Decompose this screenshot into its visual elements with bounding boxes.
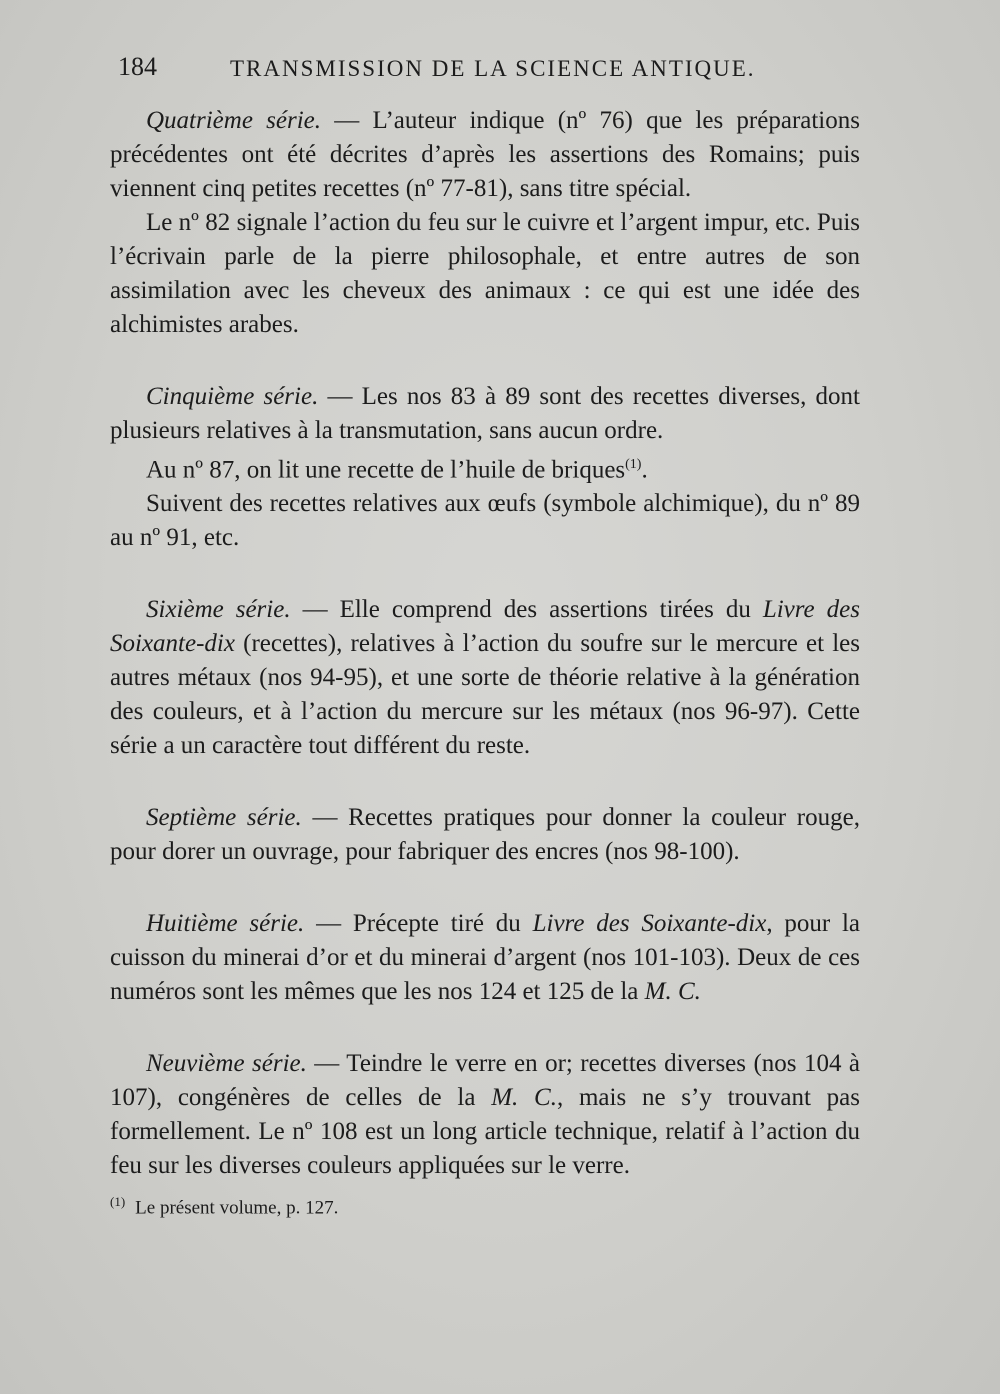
- paragraph-sixieme-serie: [110, 593, 860, 763]
- paragraph-text: — Elle comprend des assertions tirées du: [290, 596, 763, 624]
- paragraph-text: — L’auteur indique (nº 76) que les préparations précédentes ont été décrites d’après les assertions des Romains; puis viennent cinq petites recettes (nº 77-81), sans titre spécial.: [110, 107, 860, 202]
- section-label: Huitième série.: [146, 910, 305, 938]
- paragraph-quatrieme-serie: [110, 104, 860, 206]
- paragraph-text: (recettes), relatives à l’action du soufre sur le mercure et les autres métaux (nos 94-95), et une sorte de théorie relative à la génération des couleurs, et à l’action du mercure sur les métaux (nos 96-97). Cette série a un caractère tout différent du reste.: [110, 630, 860, 760]
- section-label: Septième série.: [146, 804, 302, 832]
- footnote-reference[interactable]: (1): [625, 457, 642, 472]
- book-title: Livre des Soixante-dix: [532, 910, 767, 938]
- paragraph-oeufs: [110, 487, 860, 555]
- paragraph-huitieme-serie: [110, 907, 860, 1009]
- book-title: M. C.: [491, 1084, 557, 1112]
- footnote: [110, 1190, 810, 1220]
- body-text: [110, 104, 860, 1183]
- section-label: Cinquième série.: [146, 383, 319, 410]
- paragraph-text: Suivent des recettes relatives aux œufs (symbole alchimique), du nº 89 au nº 91, etc.: [110, 490, 860, 552]
- paragraph-text: — Teindre le verre en or; recettes diverses (nos 104 à 107), congénères de celles de la: [110, 1050, 860, 1112]
- page-number: 184: [118, 52, 157, 81]
- paragraph-text: , mais ne s’y trouvant pas formellement. Le nº 108 est un long article technique, relatif à l’action du feu sur les diverses couleurs appliquées sur le verre.: [110, 1084, 861, 1180]
- paragraph-septieme-serie: [110, 801, 860, 869]
- section-label: Quatrième série.: [146, 107, 322, 134]
- paragraph-neuvieme-serie: [110, 1047, 860, 1183]
- page-header: [118, 52, 758, 92]
- paragraph-text: Le nº 82 signale l’action du feu sur le cuivre et l’argent impur, etc. Puis l’écrivain parle de la pierre philosophale, et entre autres de son assimilation avec les cheveux des animaux : ce qui est une idée des alchimistes arabes.: [110, 209, 860, 338]
- section-label: Sixième série.: [146, 596, 291, 624]
- paragraph-text: .: [641, 456, 648, 484]
- book-title: M. C.: [644, 978, 701, 1006]
- paragraph-text: — Recettes pratiques pour donner la couleur rouge, pour dorer un ouvrage, pour fabriquer des encres (nos 98-100).: [110, 804, 860, 866]
- paragraph-nr-87: [110, 448, 860, 487]
- footnote-mark: (1): [110, 1194, 126, 1209]
- paragraph-text: Au nº 87, on lit une recette de l’huile de briques: [146, 456, 626, 484]
- paragraph-text: — Précepte tiré du: [304, 910, 533, 938]
- paragraph-text: , pour la cuisson du minerai d’or et du minerai d’argent (nos 101-103). Deux de ces numéros sont les mêmes que les nos 124 et 125 de la: [110, 910, 861, 1006]
- paragraph-cinquieme-serie: [110, 380, 860, 448]
- paragraph-text: — Les nos 83 à 89 sont des recettes diverses, dont plusieurs relatives à la transmutation, sans aucun ordre.: [110, 383, 860, 444]
- footnote-text: Le présent volume, p. 127.: [135, 1197, 339, 1219]
- section-label: Neuvième série.: [146, 1050, 307, 1078]
- running-title: TRANSMISSION DE LA SCIENCE ANTIQUE.: [230, 56, 756, 81]
- paragraph-nr-82: [110, 206, 860, 342]
- book-title: Livre des Soixante-dix: [110, 596, 860, 658]
